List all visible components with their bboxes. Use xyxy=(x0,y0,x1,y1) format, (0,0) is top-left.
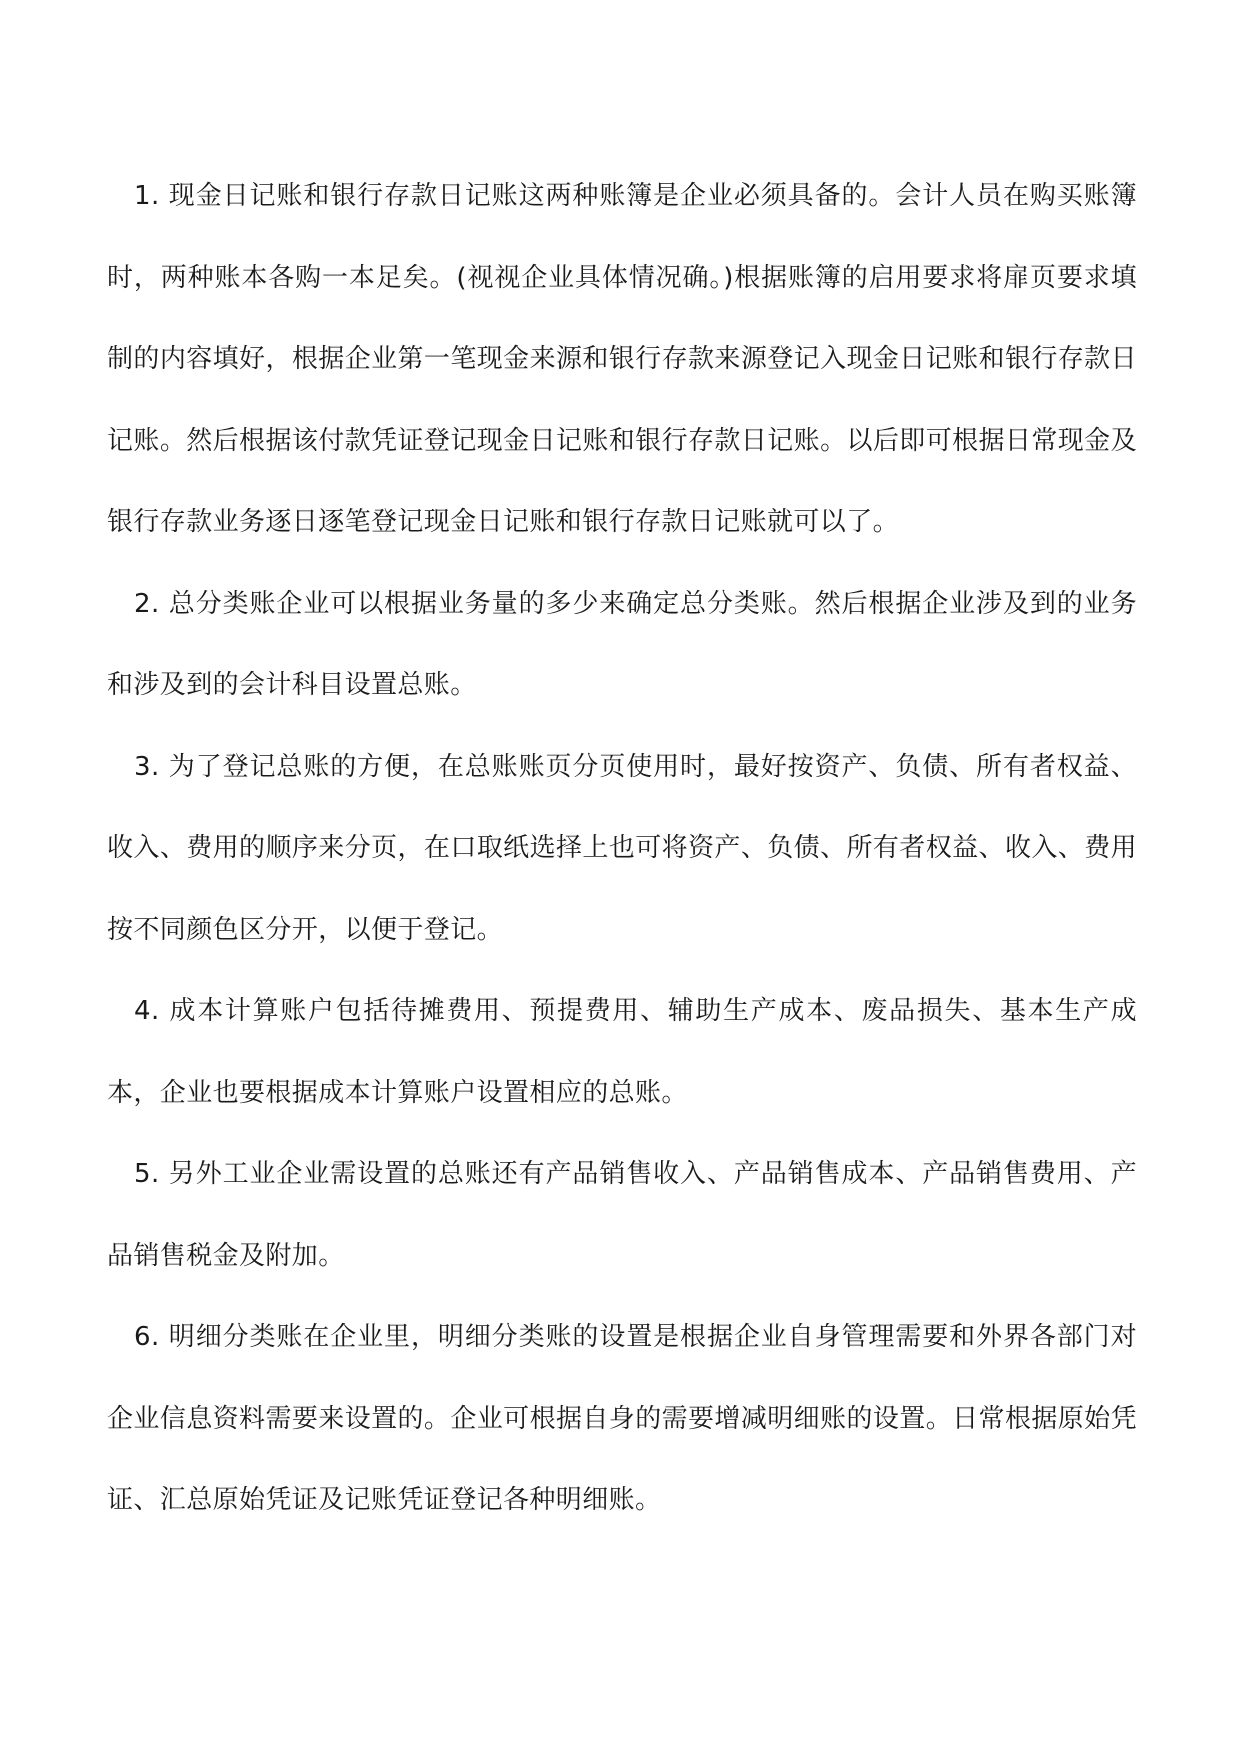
paragraph-3: 3. 为了登记总账的方便，在总账账页分页使用时，最好按资产、负债、所有者权益、收入、费用的顺序来分页，在口取纸选择上也可将资产、负债、所有者权益、收入、费用按不同颜色区分开，以便于登记。 xyxy=(107,751,1137,945)
document-body xyxy=(107,156,1137,1542)
paragraph-1: 1. 现金日记账和银行存款日记账这两种账簿是企业必须具备的。会计人员在购买账簿时，两种账本各购一本足矣。(视视企业具体情况确。)根据账簿的启用要求将扉页要求填制的内容填好，根据企业第一笔现金来源和银行存款来源登记入现金日记账和银行存款日记账。然后根据该付款凭证登记现金日记账和银行存款日记账。以后即可根据日常现金及银行存款业务逐日逐笔登记现金日记账和银行存款日记账就可以了。 xyxy=(107,181,1137,537)
paragraph-2: 2. 总分类账企业可以根据业务量的多少来确定总分类账。然后根据企业涉及到的业务和涉及到的会计科目设置总账。 xyxy=(107,588,1137,700)
paragraph-5: 5. 另外工业企业需设置的总账还有产品销售收入、产品销售成本、产品销售费用、产品销售税金及附加。 xyxy=(107,1159,1137,1271)
paragraph-6: 6. 明细分类账在企业里，明细分类账的设置是根据企业自身管理需要和外界各部门对企业信息资料需要来设置的。企业可根据自身的需要增减明细账的设置。日常根据原始凭证、汇总原始凭证及记账凭证登记各种明细账。 xyxy=(107,1322,1137,1515)
paragraph-4: 4. 成本计算账户包括待摊费用、预提费用、辅助生产成本、废品损失、基本生产成本，企业也要根据成本计算账户设置相应的总账。 xyxy=(107,996,1137,1108)
